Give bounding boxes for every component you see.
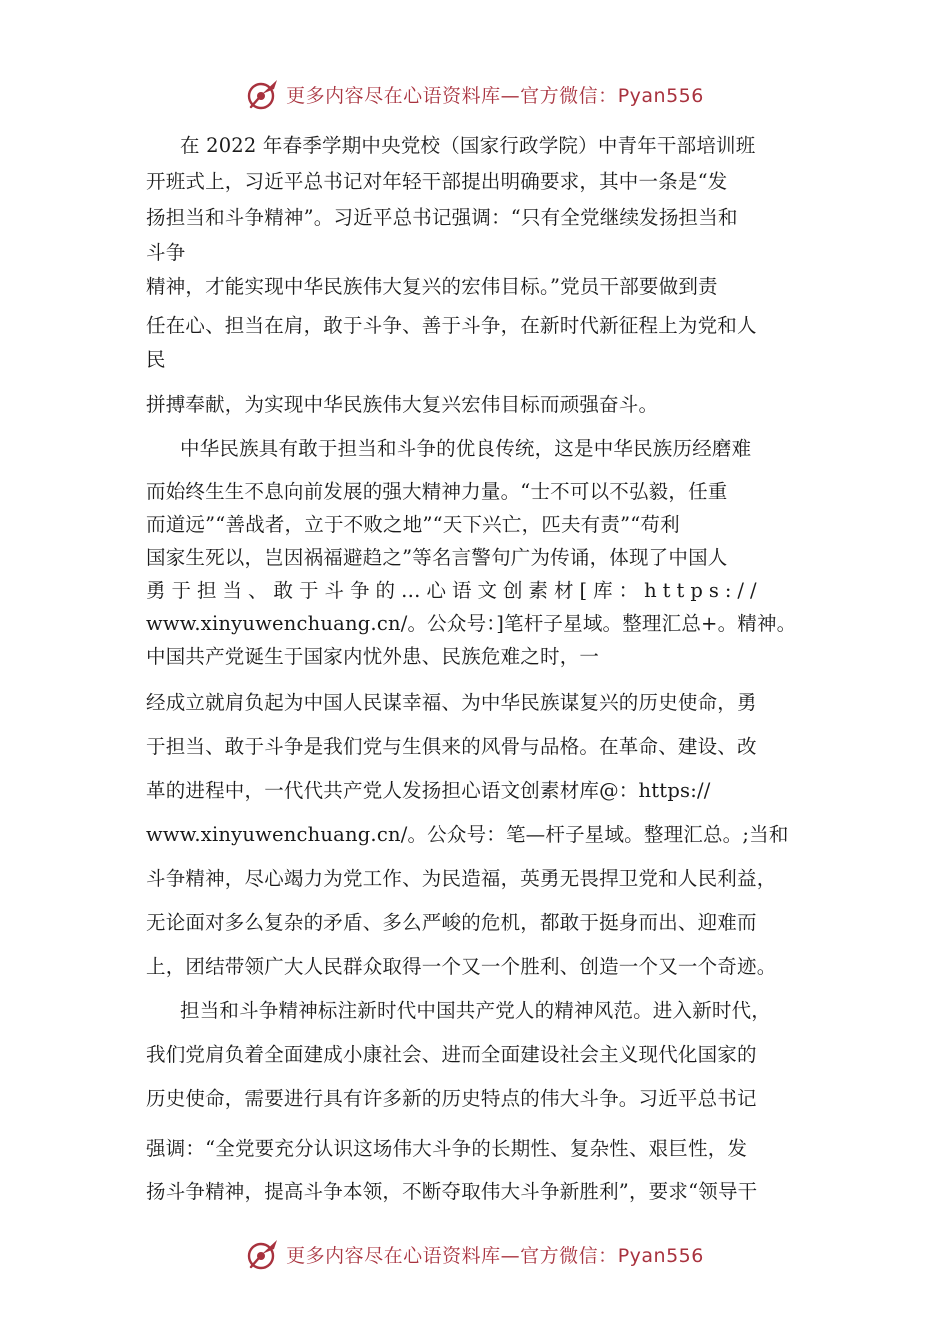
footer-banner-separator: — (500, 1244, 521, 1267)
body-line-7: 民 (146, 348, 166, 371)
body-line-13 (146, 578, 806, 604)
footer-banner-title: 更多内容尽在心语资料库 (286, 1244, 501, 1267)
body-line-12: 国家生死以，岂因祸福避趋之”等名言警句广为传诵，体现了中国人 (146, 546, 728, 569)
body-line-11: 而道远”“善战者，立于不败之地”“天下兴亡，匹夫有责”“苟利 (146, 513, 680, 536)
body-line-24: 我们党肩负着全面建成小康社会、进而全面建设社会主义现代化国家的 (146, 1043, 757, 1066)
body-line-1: 在 2022 年春季学期中央党校（国家行政学院）中青年干部培训班 (180, 134, 756, 157)
body-line-9: 中华民族具有敢于担当和斗争的优良传统，这是中华民族历经磨难 (180, 437, 752, 460)
body-line-4: 斗争 (146, 241, 186, 264)
body-line-13-text: 勇于担当、敢于斗争的…心语文创素材[库：https:// (146, 579, 763, 602)
header-banner-title: 更多内容尽在心语资料库 (286, 84, 501, 107)
body-line-19: www.xinyuwenchuang.cn/。公众号：笔—杆子星域。整理汇总。;当和 (146, 823, 789, 846)
header-banner-text (286, 81, 704, 108)
body-line-14: www.xinyuwenchuang.cn/。公众号：]笔杆子星域。整理汇总+。精神。 (146, 612, 797, 635)
body-line-26: 强调：“全党要充分认识这场伟大斗争的长期性、复杂性、艰巨性，发 (146, 1137, 748, 1160)
footer-banner-source: 官方微信： (520, 1244, 618, 1267)
body-line-6: 任在心、担当在肩，敢于斗争、善于斗争，在新时代新征程上为党和人 (146, 314, 757, 337)
body-line-23: 担当和斗争精神标注新时代中国共产党人的精神风范。进入新时代， (180, 999, 772, 1022)
body-line-16: 经成立就肩负起为中国人民谋幸福、为中华民族谋复兴的历史使命，勇 (146, 691, 757, 714)
body-line-20: 斗争精神，尽心竭力为党工作、为民造福，英勇无畏捍卫党和人民利益， (146, 867, 777, 890)
body-line-18: 革的进程中，一代代共产党人发扬担心语文创素材库@：https:// (146, 779, 711, 802)
header-banner (0, 74, 950, 114)
body-line-2: 开班式上，习近平总书记对年轻干部提出明确要求，其中一条是“发 (146, 170, 728, 193)
quill-pen-logo-icon (246, 77, 280, 111)
body-line-5: 精神，才能实现中华民族伟大复兴的宏伟目标。”党员干部要做到责 (146, 275, 718, 298)
body-line-10: 而始终生生不息向前发展的强大精神力量。“士不可以不弘毅，任重 (146, 480, 728, 503)
header-banner-separator: — (500, 84, 521, 107)
footer-banner-handle: Pyan556 (617, 1244, 704, 1267)
body-line-8: 拼搏奉献，为实现中华民族伟大复兴宏伟目标而顽强奋斗。 (146, 393, 659, 416)
body-line-17: 于担当、敢于斗争是我们党与生俱来的风骨与品格。在革命、建设、改 (146, 735, 757, 758)
body-line-15: 中国共产党诞生于国家内忧外患、民族危难之时，一 (146, 645, 600, 668)
header-banner-source: 官方微信： (520, 84, 618, 107)
body-line-3: 扬担当和斗争精神”。习近平总书记强调：“只有全党继续发扬担当和 (146, 206, 738, 229)
footer-banner-text (286, 1241, 704, 1268)
header-banner-handle: Pyan556 (617, 84, 704, 107)
footer-banner (0, 1234, 950, 1274)
body-line-21: 无论面对多么复杂的矛盾、多么严峻的危机，都敢于挺身而出、迎难而 (146, 911, 757, 934)
body-line-27: 扬斗争精神，提高斗争本领，不断夺取伟大斗争新胜利”，要求“领导干 (146, 1180, 758, 1203)
body-line-22: 上，团结带领广大人民群众取得一个又一个胜利、创造一个又一个奇迹。 (146, 955, 777, 978)
quill-pen-logo-icon (246, 1237, 280, 1271)
body-line-25: 历史使命，需要进行具有许多新的历史特点的伟大斗争。习近平总书记 (146, 1087, 757, 1110)
